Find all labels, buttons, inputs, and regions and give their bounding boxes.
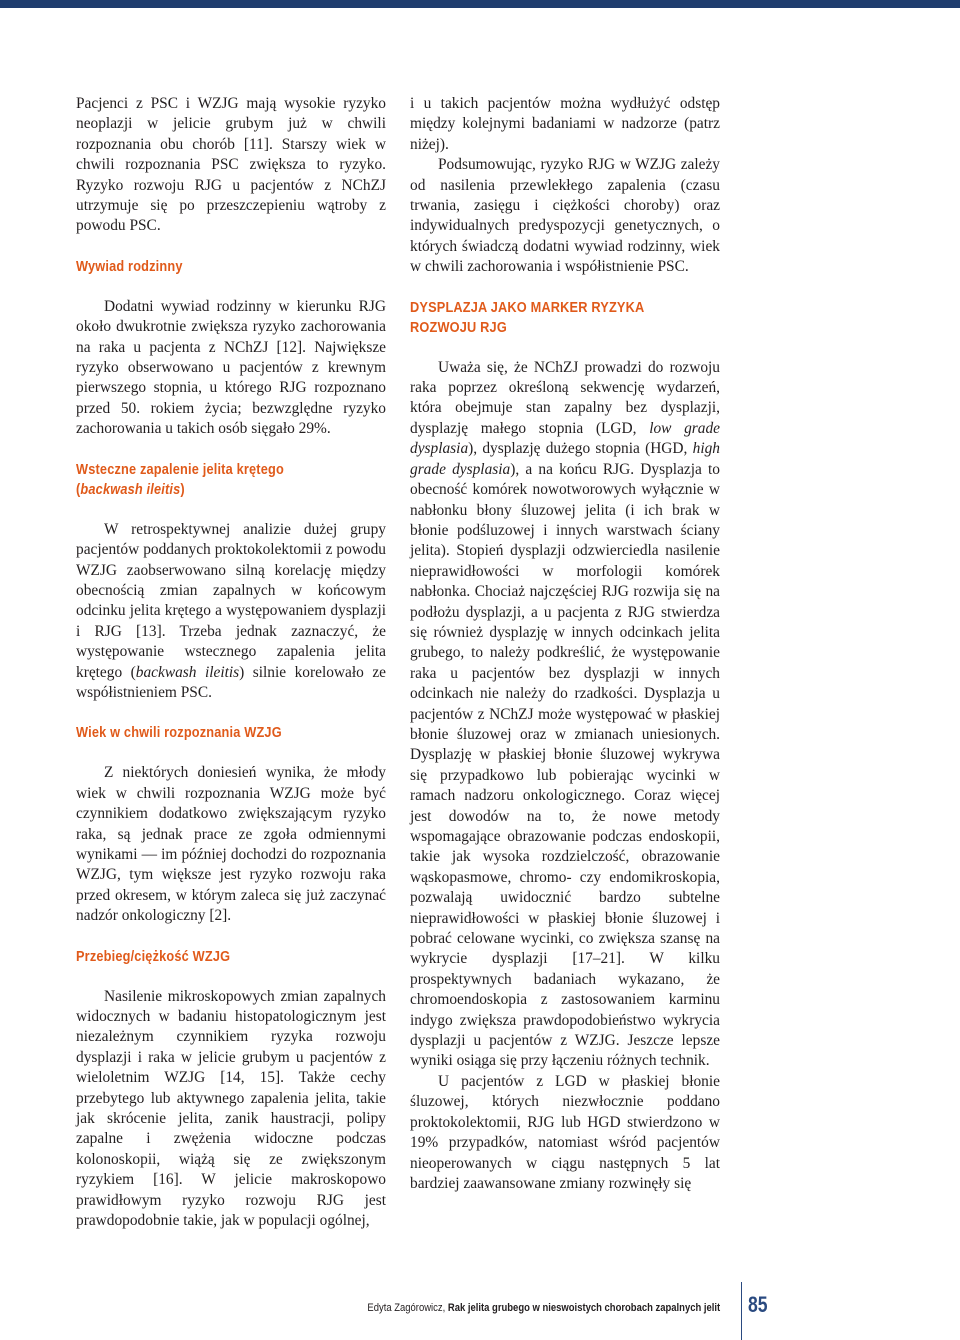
italic-term: high grade dysplasia	[410, 440, 720, 478]
heading-line: (backwash ileitis)	[76, 481, 185, 498]
footer-citation	[367, 1302, 720, 1314]
paragraph: Pacjenci z PSC i WZJG mają wysokie ryzyko neoplazji w jelicie grubym już w chwili rozpoznania obu chorób [11]. Starszy wiek w chwili rozpoznania PSC zwiększa to ryzyko. Ryzyko rozwoju RJG u pacjentów z NChZJ utrzymuje się po przeszczepieniu wątroby z powodu PSC.	[76, 95, 386, 235]
heading-line: ROZWOJU RJG	[410, 319, 507, 336]
section-heading-backwash-ileitis	[76, 460, 349, 500]
heading-italic-term: backwash ileitis	[80, 481, 181, 498]
paragraph: Dodatni wywiad rodzinny w kierunku RJG około dwukrotnie zwiększa ryzyko zachorowania na raka u pacjenta z NChZJ [12]. Największe ryzyko obserwowano u pacjentów z krewnym pierwszego stopnia, u którego RJG rozpoznano przed 50. rokiem życia; bezwzględne ryzyko zachorowania u takich osób sięgało 29%.	[76, 297, 386, 438]
italic-term: low grade dysplasia	[410, 419, 721, 458]
footer-article-title: Rak jelita grubego w nieswoistych chorobach zapalnych jelit	[447, 1302, 720, 1314]
footer-divider	[741, 1282, 742, 1340]
section-heading-family-history: Wywiad rodzinny	[76, 258, 183, 275]
page-number: 85	[748, 1292, 768, 1317]
paragraph: i u takich pacjentów można wydłużyć odstęp między kolejnymi badaniami w nadzorze (patrz niżej).	[410, 95, 720, 153]
paragraph: Nasilenie mikroskopowych zmian zapalnych widocznych w badaniu histopatologicznym jest niezależnym czynnikiem ryzyka rozwoju dysplazji i raka w jelicie grubym u pacjentów z wieloletnim WZJG [14, 15]. Także cechy przebytego lub aktywnego zapalenia jelita, takie jak skrócenie jelita, zanik haustracji, polipy zapalne i zwężenia widoczne podczas kolonoskopii, wiążą się ze zwiększonym ryzykiem [16]. W jelicie makroskopowo prawidłowym ryzyko rozwoju RJG jest prawdopodobnie takie, jak w populacji ogólnej,	[76, 987, 386, 1230]
section-heading-age-at-diagnosis: Wiek w chwili rozpoznania WZJG	[76, 725, 282, 742]
footer-author: Edyta Zagórowicz,	[367, 1302, 448, 1314]
section-heading-dysplasia-marker	[410, 298, 683, 338]
left-column	[76, 94, 386, 1231]
paragraph: U pacjentów z LGD w płaskiej błonie śluzowej, których niezwłocznie poddano proktokolektomii, RJG lub HGD stwierdzono w 19% przypadków, natomiast wśród pacjentów nieoperowanych w ciągu następnych 5 lat bardziej zaawansowane zmiany rozwinęły się	[410, 1072, 720, 1192]
paragraph: W retrospektywnej analizie dużej grupy pacjentów poddanych proktokolektomii z powodu WZJG zaobserwowano silną korelację między obecnością zmian zapalnych w końcowym odcinku jelita krętego a występowaniem dysplazji i RJG [13]. Trzeba jednak zaznaczyć, że występowanie wstecznego zapalenia jelita krętego (backwash ileitis) silnie korelowało ze współistnieniem PSC.	[76, 520, 386, 701]
italic-term: backwash ileitis	[135, 663, 240, 681]
paragraph: Podsumowując, ryzyko RJG w WZJG zależy od nasilenia przewlekłego zapalenia (czasu trwania, zasięgu i ciężkości choroby) oraz indywidualnych predyspozycji genetycznych, o których świadczą dodatni wywiad rodzinny, wiek w chwili zachorowania i współistnienie PSC.	[410, 156, 720, 276]
right-column	[410, 94, 720, 1194]
heading-line: DYSPLAZJA JAKO MARKER RYZYKA	[410, 299, 645, 316]
top-color-bar	[0, 0, 960, 8]
paragraph: Uważa się, że NChZJ prowadzi do rozwoju raka poprzez określoną sekwencję wydarzeń, która obejmuje stan zapalny bez dysplazji, dysplazję małego stopnia (LGD, low grade dysplasia), dysplazję dużego stopnia (HGD, high grade dysplasia), a na końcu RJG. Dysplazja to obecność komórek nowotworowych wyłącznie w nabłonku błony śluzowej jelita (i ich brak w błonie podśluzowej i innych warstwach ściany jelita). Stopień dysplazji odzwierciedla nasilenie nieprawidłowości w morfologii komórek nabłonka. Chociaż najczęściej RJG rozwija się na podłożu dysplazji, a u pacjenta z RJG stwierdza się również dysplazję w innych odcinkach jelita grubego, to należy podkreślić, że występowanie raka u pacjentów bez dysplazji w innych odcinkach nie należy do rzadkości. Dysplazja u pacjentów z NChZJ może występować w płaskiej błonie śluzowej oraz w zmianach uniesionych. Dysplazję w płaskiej błonie śluzowej wykrywa się przypadkowo lub pobierając wycinki w ramach nadzoru onkologicznego. Coraz więcej jest dowodów na to, że nowe metody wspomagające obrazowanie podczas endoskopii, takie jak wysoka rozdzielczość, obrazowanie wąskopasmowe, chromo- czy endomikroskopia, pozwalają uwidocznić bardzo subtelne nieprawidłowości w płaskiej błonie śluzowej i pobrać celowane wycinki, co zwiększa szansę na wykrycie dysplazji [17–21]. W kilku prospektywnych badaniach wykazano, że chromoendoskopia z zastosowaniem karminu indygo zwiększa prawdopodobieństwo wykrycia dysplazji u pacjentów z WZJG. Jeszcze lepsze wyniki osiąga się przy łączeniu różnych technik.	[410, 358, 721, 1070]
paragraph: Z niektórych doniesień wynika, że młody wiek w chwili rozpoznania WZJG może być czynnikiem dodatkowo zwiększającym ryzyko raka, są jednak prace ze zgoła odmiennymi wynikami — im później dochodzi do rozpoznania WZJG, tym większe jest ryzyko rozwoju raka przed okresem, w którym zaleca się już zaczynać nadzór onkologiczny [2].	[76, 764, 386, 925]
heading-line: Wsteczne zapalenie jelita krętego	[76, 461, 284, 478]
section-heading-course-severity: Przebieg/ciężkość WZJG	[76, 948, 231, 965]
